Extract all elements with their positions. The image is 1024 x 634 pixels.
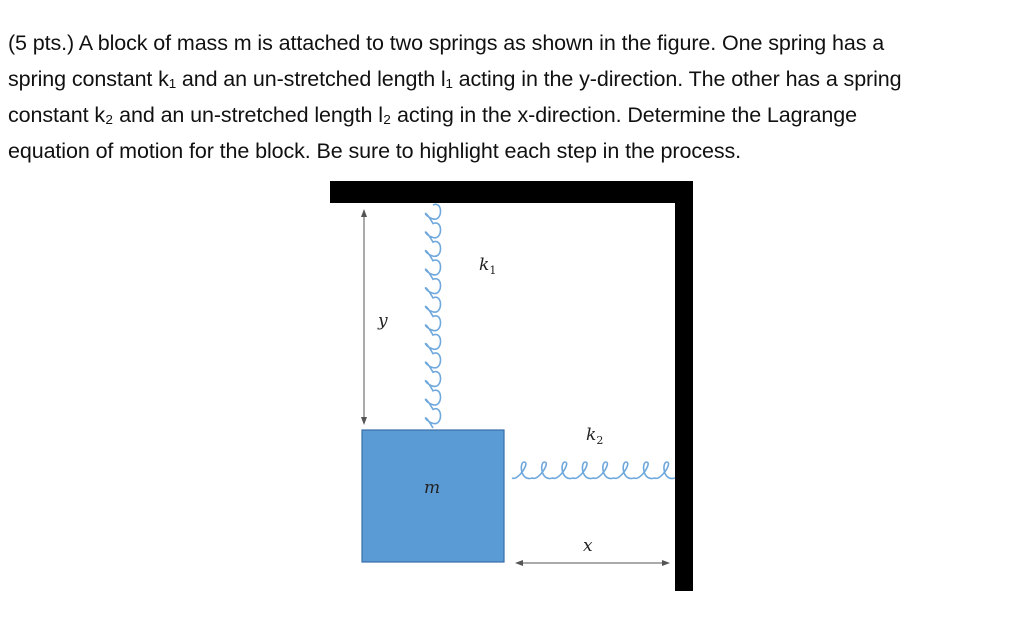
- mass-label: m: [424, 478, 441, 498]
- x-label: x: [583, 536, 593, 556]
- k2-label: $k_2$: [586, 425, 604, 447]
- spring-k1: [426, 204, 441, 428]
- y-label: y: [378, 311, 388, 331]
- problem-line-2: spring constant k₁ and an un-stretched length l₁ acting in the y-direction. The other has a spring: [8, 67, 902, 91]
- side-wall: [675, 181, 693, 591]
- problem-line-1: (5 pts.) A block of mass m is attached to two springs as shown in the figure. One spring has a: [8, 31, 885, 55]
- k1-label: $k_1$: [479, 255, 497, 277]
- problem-line-3: constant k₂ and an un-stretched length l₂ acting in the x-direction. Determine the Lagrange: [8, 103, 857, 127]
- spring-k2: [512, 462, 675, 479]
- y-dimension-arrow: [361, 209, 367, 425]
- x-dimension-arrow: [515, 560, 670, 566]
- problem-line-4: equation of motion for the block. Be sure to highlight each step in the process.: [8, 139, 742, 163]
- ceiling-wall: [330, 181, 693, 203]
